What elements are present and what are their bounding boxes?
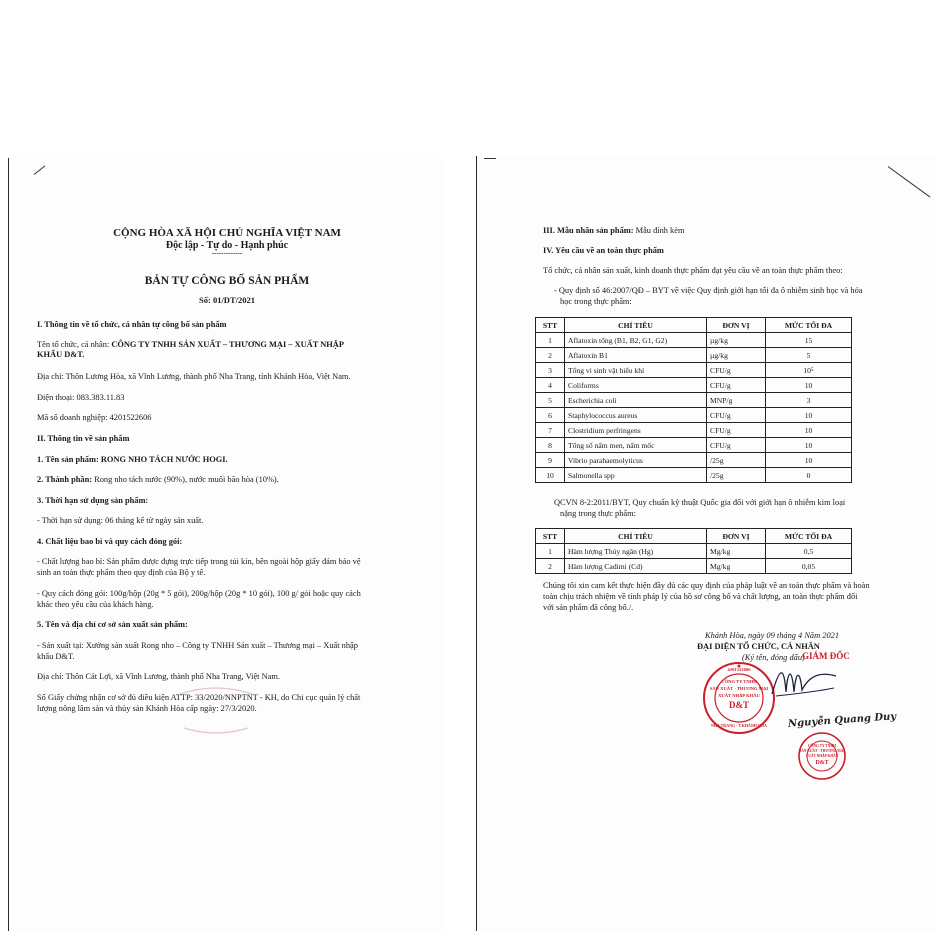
- facility-address: Địa chỉ: Thôn Cát Lợi, xã Vĩnh Lương, thành phố Nha Trang, Việt Nam.: [37, 672, 280, 681]
- stamp-text-2: SẢN XUẤT - THƯƠNG MẠI: [799, 749, 845, 753]
- packaging-quality-line-1: - Chất lượng bao bì: Sản phẩm được đựng trực tiếp trong túi kín, bên ngoài hộp giấy đảm bảo vệ: [37, 557, 361, 566]
- table-header-row: [536, 318, 852, 333]
- row-criteria: Hàm lượng Thủy ngân (Hg): [565, 544, 707, 559]
- certificate-line-1: Số Giấy chứng nhận cơ sở đủ điều kiện ATTP: 33/2020/NNPTNT - KH, do Chi cục quản lý chất: [37, 693, 361, 702]
- row-unit: MNP/g: [707, 393, 766, 408]
- row-unit: Mg/kg: [707, 544, 766, 559]
- section-2-heading: II. Thông tin về sản phẩm: [37, 434, 130, 443]
- row-stt: 1: [536, 333, 565, 348]
- row-max-level: 10⁵: [766, 363, 852, 378]
- column-header-criteria: CHỈ TIÊU: [565, 529, 707, 544]
- row-criteria: Escherichia coli: [565, 393, 707, 408]
- left-document-page: [8, 158, 446, 931]
- row-unit: CFU/g: [707, 438, 766, 453]
- regulation-1-line-2: học trong thực phẩm:: [560, 297, 632, 306]
- row-max-level: 10: [766, 423, 852, 438]
- row-max-level: 3: [766, 393, 852, 408]
- stamp-code: 4201522606: [727, 667, 751, 672]
- row-max-level: 10: [766, 408, 852, 423]
- org-address: Địa chỉ: Thôn Lương Hòa, xã Vĩnh Lương, thành phố Nha Trang, tỉnh Khánh Hòa, Việt Nam.: [37, 372, 351, 381]
- section-4-heading: IV. Yêu cầu về an toàn thực phẩm: [543, 246, 664, 255]
- row-stt: 5: [536, 393, 565, 408]
- safety-intro: Tổ chức, cá nhân sản xuất, kinh doanh thực phẩm đạt yêu cầu về an toàn thực phẩm theo:: [543, 266, 843, 275]
- director-position: GIÁM ĐỐC: [802, 651, 850, 661]
- org-phone: Điện thoại: 083.383.11.83: [37, 393, 125, 402]
- row-unit: Mg/kg: [707, 559, 766, 574]
- faint-stamp-bleed: [176, 684, 256, 734]
- row-stt: 3: [536, 363, 565, 378]
- row-criteria: Salmonella spp: [565, 468, 707, 483]
- table-row: [536, 363, 852, 378]
- signing-date: Khánh Hòa, ngày 09 tháng 4 Năm 2021: [705, 631, 839, 640]
- section-3-line: III. Mẫu nhãn sản phẩm: Mẫu đính kèm: [543, 226, 685, 235]
- page-edge-left: [8, 158, 9, 931]
- table-row: [536, 393, 852, 408]
- row-criteria: Hàm lượng Cadimi (Cd): [565, 559, 707, 574]
- table-row: [536, 438, 852, 453]
- table-row: [536, 408, 852, 423]
- row-max-level: 0,05: [766, 559, 852, 574]
- row-stt: 9: [536, 453, 565, 468]
- row-criteria: Tổng số nấm men, nấm mốc: [565, 438, 707, 453]
- row-unit: /25g: [707, 453, 766, 468]
- stamp-text-1: CÔNG TY TNHH: [808, 744, 836, 748]
- product-name-line: 1. Tên sản phẩm: RONG NHO TÁCH NƯỚC HOGI.: [37, 455, 228, 464]
- column-header-stt: STT: [536, 318, 565, 333]
- row-stt: 4: [536, 378, 565, 393]
- row-criteria: Aflatoxin B1: [565, 348, 707, 363]
- signature-scribble: [770, 664, 840, 704]
- facility-line-2: khẩu D&T.: [37, 652, 75, 661]
- row-unit: µg/kg: [707, 333, 766, 348]
- org-tax-code: Mã số doanh nghiệp: 4201522606: [37, 413, 152, 422]
- row-stt: 6: [536, 408, 565, 423]
- row-stt: 2: [536, 348, 565, 363]
- column-header-unit: ĐƠN VỊ: [707, 318, 766, 333]
- stamp-text-4: D&T: [729, 700, 749, 710]
- column-header-criteria: CHỈ TIÊU: [565, 318, 707, 333]
- representative-title: ĐẠI DIỆN TỔ CHỨC, CÁ NHÂN: [697, 642, 820, 651]
- table-row: [536, 544, 852, 559]
- stamp-text-2: SẢN XUẤT - THƯƠNG MẠI: [709, 686, 769, 691]
- org-line-1: Tên tổ chức, cá nhân: CÔNG TY TNHH SẢN XUẤT – THƯƠNG MẠI – XUẤT NHẬP: [37, 340, 344, 349]
- row-max-level: 15: [766, 333, 852, 348]
- table-header-row: [536, 529, 852, 544]
- regulation-1-line-1: - Quy định số 46:2007/QĐ – BYT về việc Quy định giới hạn tối đa ô nhiễm sinh học và hóa: [554, 286, 863, 295]
- commitment-line-1: Chúng tôi xin cam kết thực hiện đầy đủ các quy định của pháp luật về an toàn thực phẩm và hoàn: [543, 581, 870, 590]
- column-header-unit: ĐƠN VỊ: [707, 529, 766, 544]
- column-header-max-level: MỨC TỐI ĐA: [766, 318, 852, 333]
- stamp-text-1: CÔNG TY TNHH: [721, 679, 757, 684]
- facility-heading: 5. Tên và địa chỉ cơ sở sản xuất sản phẩm:: [37, 620, 188, 629]
- table-row: [536, 423, 852, 438]
- document-title: BẢN TỰ CÔNG BỐ SẢN PHẨM: [144, 275, 310, 287]
- column-header-max-level: MỨC TỐI ĐA: [766, 529, 852, 544]
- row-max-level: 10: [766, 378, 852, 393]
- section-1-heading: I. Thông tin về tổ chức, cá nhân tự công bố sản phẩm: [37, 320, 227, 329]
- ingredients-line: 2. Thành phần: Rong nho tách nước (90%), nước muối bão hòa (10%).: [37, 475, 279, 484]
- row-criteria: Coliforms: [565, 378, 707, 393]
- row-unit: CFU/g: [707, 423, 766, 438]
- page-corner-mark: [484, 158, 496, 159]
- row-stt: 8: [536, 438, 565, 453]
- page-edge-left: [476, 156, 477, 931]
- document-number: Số: 01/DT/2021: [199, 295, 255, 305]
- row-max-level: 0,5: [766, 544, 852, 559]
- stamp-text-3: XUẤT NHẬP KHẨU: [805, 754, 839, 758]
- row-criteria: Vibrio parahaemolyticus: [565, 453, 707, 468]
- row-criteria: Aflatoxin tổng (B1, B2, G1, G2): [565, 333, 707, 348]
- packaging-heading: 4. Chất liệu bao bì và quy cách đóng gói:: [37, 537, 183, 546]
- stamp-text-5: NHA TRANG - T.KHÁNH HÒA: [711, 723, 767, 728]
- row-max-level: 10: [766, 438, 852, 453]
- packaging-spec-line-2: khác theo yêu cầu của khách hàng.: [37, 600, 154, 609]
- heavy-metal-limits-table: [535, 528, 852, 574]
- page-fold-mark: [888, 166, 931, 197]
- certificate-line-2: lượng nông lâm sản và thủy sản Khánh Hòa cấp ngày: 27/3/2020.: [37, 704, 257, 713]
- table-row: [536, 559, 852, 574]
- row-criteria: Tổng vi sinh vật hiếu khí: [565, 363, 707, 378]
- packaging-quality-line-2: sinh an toàn thực phẩm theo quy định của Bộ y tế.: [37, 568, 206, 577]
- row-unit: µg/kg: [707, 348, 766, 363]
- table-row: [536, 468, 852, 483]
- packaging-spec-line-1: - Quy cách đóng gói: 100g/hộp (20g * 5 gói), 200g/hộp (20g * 10 gói), 100 g/ gói hoặc quy cách: [37, 589, 361, 598]
- row-criteria: Staphylococcus aureus: [565, 408, 707, 423]
- commitment-line-2: toàn chịu trách nhiệm về tính pháp lý của hồ sơ công bố và chất lượng, an toàn thực phẩm đối: [543, 592, 858, 601]
- table-row: [536, 378, 852, 393]
- pen-mark: [34, 165, 46, 174]
- row-stt: 2: [536, 559, 565, 574]
- row-max-level: 0: [766, 468, 852, 483]
- row-max-level: 5: [766, 348, 852, 363]
- commitment-line-3: với sản phẩm đã công bố./.: [543, 603, 634, 612]
- row-criteria: Clostridium perfringens: [565, 423, 707, 438]
- org-line-2: KHẨU D&T.: [37, 350, 85, 359]
- row-stt: 1: [536, 544, 565, 559]
- table-row: [536, 333, 852, 348]
- sign-instruction: (Ký tên, đóng dấu): [742, 653, 805, 662]
- row-unit: CFU/g: [707, 378, 766, 393]
- company-stamp: [701, 660, 777, 736]
- stamp-text-3: XUẤT NHẬP KHẨU: [718, 693, 760, 698]
- motto: Độc lập - Tự do - Hạnh phúc: [165, 240, 289, 251]
- row-unit: CFU/g: [707, 363, 766, 378]
- row-max-level: 10: [766, 453, 852, 468]
- column-header-stt: STT: [536, 529, 565, 544]
- header-rule: -------------: [211, 249, 243, 257]
- row-stt: 7: [536, 423, 565, 438]
- table-row: [536, 348, 852, 363]
- right-document-page: [476, 156, 936, 931]
- shelf-life-text: - Thời hạn sử dụng: 06 tháng kể từ ngày sản xuất.: [37, 516, 204, 525]
- regulation-2-line-2: nặng trong thực phẩm:: [560, 509, 636, 518]
- signer-name: Nguyễn Quang Duy: [787, 711, 897, 730]
- facility-line-1: - Sản xuất tại: Xưởng sản xuất Rong nho – Công ty TNHH Sản xuất – Thương mại – Xuất nhập: [37, 641, 358, 650]
- row-unit: CFU/g: [707, 408, 766, 423]
- table-row: [536, 453, 852, 468]
- regulation-2-line-1: QCVN 8-2:2011/BYT, Quy chuẩn kỹ thuật Quốc gia đối với giới hạn ô nhiễm kim loại: [554, 498, 846, 507]
- stamp-text-4: D&T: [815, 760, 829, 766]
- director-stamp: [797, 731, 847, 781]
- microbial-limits-table: [535, 317, 852, 483]
- row-stt: 10: [536, 468, 565, 483]
- row-unit: /25g: [707, 468, 766, 483]
- shelf-life-heading: 3. Thời hạn sử dụng sản phẩm:: [37, 496, 149, 505]
- national-header: CỘNG HÒA XÃ HỘI CHỦ NGHĨA VIỆT NAM: [113, 227, 341, 239]
